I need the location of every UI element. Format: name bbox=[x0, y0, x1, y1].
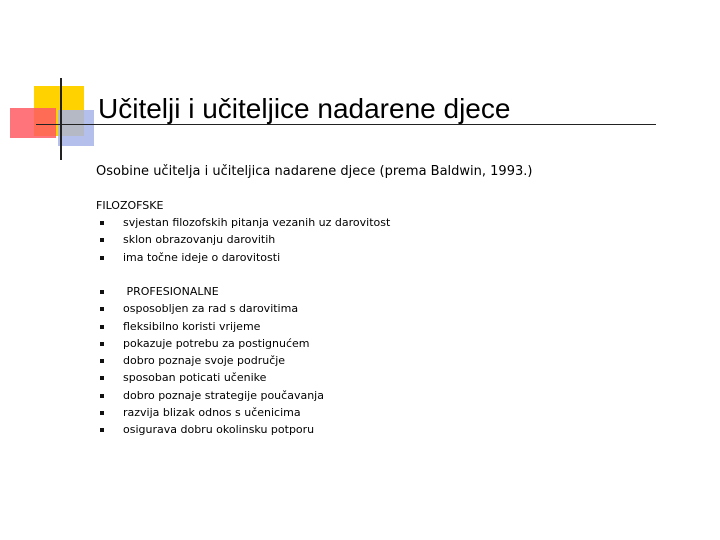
section-heading-filozofske: FILOZOFSKE bbox=[96, 199, 164, 212]
slide-subtitle: Osobine učitelja i učiteljica nadarene djece (prema Baldwin, 1993.) bbox=[96, 164, 533, 179]
square-bullet-icon bbox=[100, 221, 104, 225]
square-bullet-icon bbox=[100, 359, 104, 363]
square-bullet-icon bbox=[100, 256, 104, 260]
decor-blue-square bbox=[58, 110, 94, 146]
square-bullet-icon bbox=[100, 428, 104, 432]
square-bullet-icon bbox=[100, 290, 104, 294]
square-bullet-icon bbox=[100, 411, 104, 415]
slide-title: Učitelji i učiteljice nadarene djece bbox=[98, 93, 511, 124]
square-bullet-icon bbox=[100, 394, 104, 398]
square-bullet-icon bbox=[100, 238, 104, 242]
square-bullet-icon bbox=[100, 325, 104, 329]
square-bullet-icon bbox=[100, 307, 104, 311]
decor-vertical-line bbox=[60, 78, 62, 160]
decor-red-rectangle bbox=[10, 108, 56, 138]
square-bullet-icon bbox=[100, 342, 104, 346]
square-bullet-icon bbox=[100, 376, 104, 380]
